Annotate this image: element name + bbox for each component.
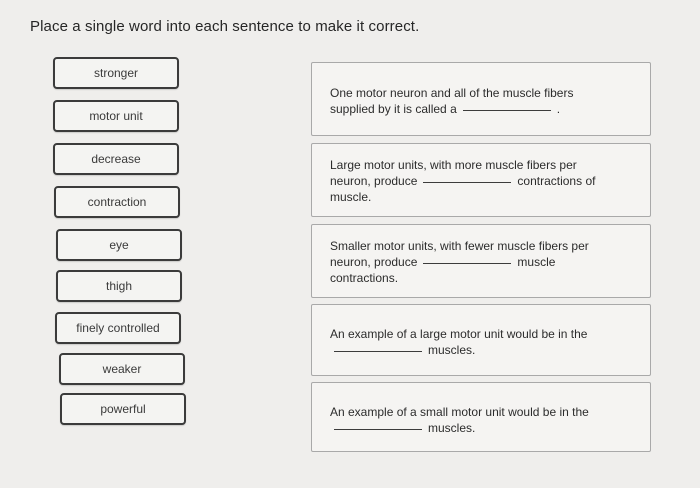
sentence-2-line-3: muscle. — [330, 190, 372, 204]
sentence-2-after: contractions of — [517, 174, 596, 188]
word-chip-thigh[interactable]: thigh — [56, 270, 182, 302]
drop-target-4[interactable] — [334, 350, 422, 352]
word-chip-powerful[interactable]: powerful — [60, 393, 186, 425]
word-chip-stronger[interactable]: stronger — [53, 57, 179, 89]
sentence-1-line-2: supplied by it is called a — [330, 102, 457, 116]
sentence-3-after: muscle — [517, 255, 556, 269]
drop-target-3[interactable] — [423, 262, 511, 264]
drop-target-5[interactable] — [334, 428, 422, 430]
sentence-2-before: neuron, produce — [330, 174, 418, 188]
word-chip-contraction[interactable]: contraction — [54, 186, 180, 218]
sentence-2-line-1: Large motor units, with more muscle fibers per — [330, 158, 577, 172]
sentence-3-before: neuron, produce — [330, 255, 418, 269]
sentence-box-2 — [311, 143, 651, 217]
sentence-4-after: muscles. — [428, 343, 476, 357]
sentence-3-line-3: contractions. — [330, 271, 399, 285]
drop-target-2[interactable] — [423, 181, 511, 183]
drop-target-1[interactable] — [463, 109, 551, 111]
word-chip-decrease[interactable]: decrease — [53, 143, 179, 175]
sentence-4-line-1: An example of a large motor unit would be in the — [330, 327, 588, 341]
sentence-box-1 — [311, 62, 651, 136]
sentence-3-line-1: Smaller motor units, with fewer muscle fibers per — [330, 239, 589, 253]
sentence-5-after: muscles. — [428, 421, 476, 435]
word-chip-motor-unit[interactable]: motor unit — [53, 100, 179, 132]
sentence-box-5 — [311, 382, 651, 452]
word-chip-finely-controlled[interactable]: finely controlled — [55, 312, 181, 344]
sentence-1-end: . — [556, 102, 561, 116]
sentence-box-4 — [311, 304, 651, 376]
instruction-text: Place a single word into each sentence to make it correct. — [30, 18, 420, 35]
sentence-5-line-1: An example of a small motor unit would be in the — [330, 405, 589, 419]
sentence-1-line-1: One motor neuron and all of the muscle fibers — [330, 86, 574, 100]
word-chip-weaker[interactable]: weaker — [59, 353, 185, 385]
word-chip-eye[interactable]: eye — [56, 229, 182, 261]
sentence-box-3 — [311, 224, 651, 298]
